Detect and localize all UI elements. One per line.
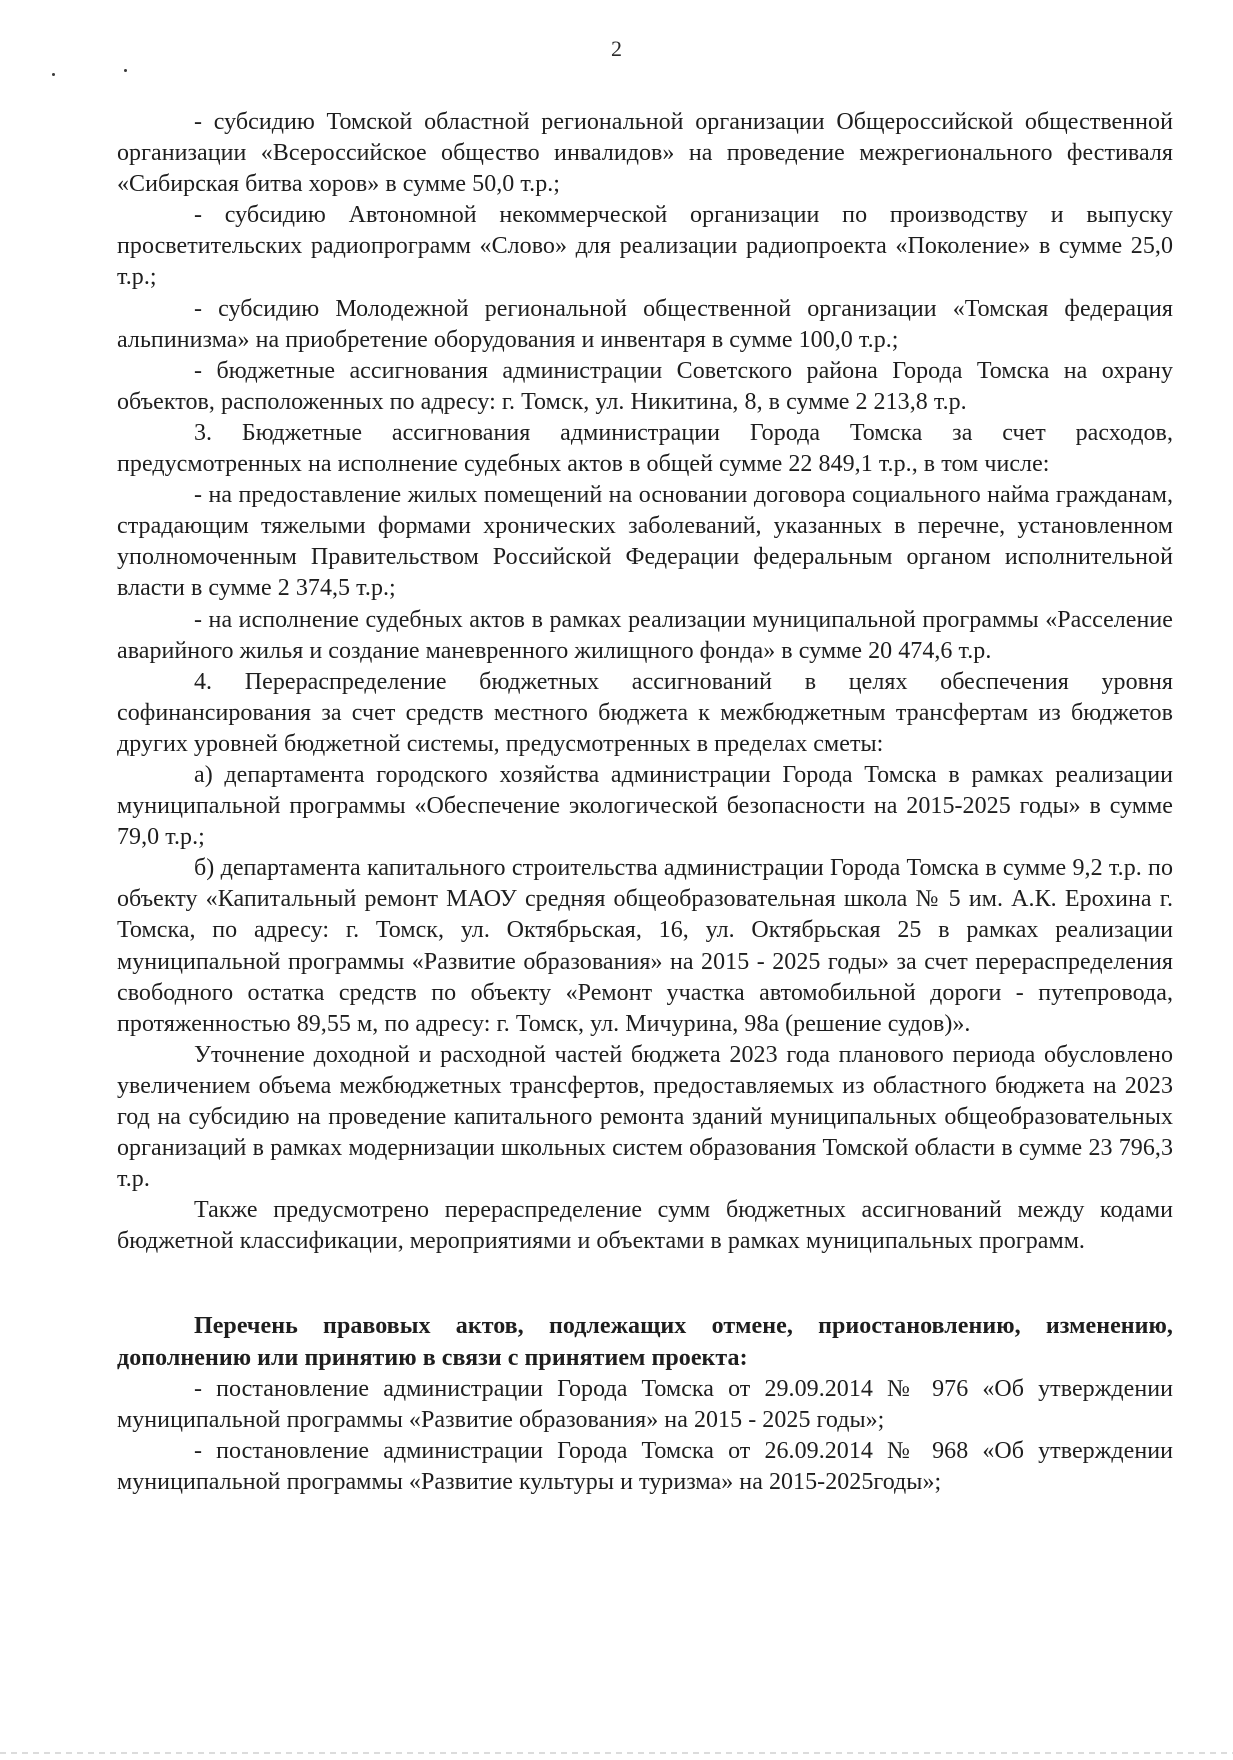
section-spacer <box>117 1257 1173 1311</box>
act-item: - постановление администрации Города Томска от 26.09.2014 № 968 «Об утверждении муниципальной программы «Развитие культуры и туризма» на 2015-2025годы»; <box>117 1437 1173 1495</box>
scan-edge-artifact <box>0 1752 1233 1754</box>
section-heading: Перечень правовых актов, подлежащих отмене, приостановлению, изменению, дополнению или принятию в связи с принятием проекта: <box>117 1313 1173 1371</box>
act-item: - постановление администрации Города Томска от 29.09.2014 № 976 «Об утверждении муниципальной программы «Развитие образования» на 2015 - 2025 годы»; <box>117 1375 1173 1433</box>
paragraph-subsidy-alpinism: - субсидию Молодежной региональной общественной организации «Томская федерация альпинизма» на приобретение оборудования и инвентаря в сумме 100,0 т.р.; <box>117 295 1173 353</box>
page-number: 2 <box>611 36 622 61</box>
paragraph-item-3: 3. Бюджетные ассигнования администрации Города Томска за счет расходов, предусмотренных на исполнение судебных актов в общей сумме 22 849,1 т.р., в том числе: <box>117 419 1173 478</box>
paragraph-subsidy-slovo: - субсидию Автономной некоммерческой организации по производству и выпуску просветительских радиопрограмм «Слово» для реализации радиопроекта «Поколение» в сумме 25,0 т.р.; <box>117 202 1173 291</box>
scan-artifact-dot <box>52 73 55 76</box>
paragraph-item-4a: а) департамента городского хозяйства администрации Города Томска в рамках реализации муниципальной программы «Обеспечение экологической безопасности на 2015-2025 годы» в сумме 79,0 т.р.; <box>117 761 1173 851</box>
scan-artifact-dot <box>124 69 127 72</box>
paragraph-sovetsky-district: - бюджетные ассигнования администрации Советского района Города Томска на охрану объектов, расположенных по адресу: г. Томск, ул. Никитина, 8, в сумме 2 213,8 т.р. <box>117 357 1173 415</box>
paragraph-item-4: 4. Перераспределение бюджетных ассигнований в целях обеспечения уровня софинансирования за счет средств местного бюджета к межбюджетным трансфертам из бюджетов других уровней бюджетной системы, предусмотренных в пределах сметы: <box>117 668 1173 757</box>
paragraph-court-acts: - на исполнение судебных актов в рамках реализации муниципальной программы «Расселение аварийного жилья и создание маневренного жилищного фонда» в сумме 20 474,6 т.р. <box>117 606 1173 664</box>
paragraph-housing-provision: - на предоставление жилых помещений на основании договора социального найма гражданам, страдающим тяжелыми формами хронических заболеваний, указанных в перечне, установленном уполномоченным Правительством Российской Федерации федеральным органом исполнительной власти в сумме 2 374,5 т.р.; <box>117 482 1173 602</box>
paragraph-budget-clarification: Уточнение доходной и расходной частей бюджета 2023 года планового периода обусловлено увеличением объема межбюджетных трансфертов, предоставляемых из областного бюджета на 2023 год на субсидию на проведение капитального ремонта зданий муниципальных общеобразовательных организаций в рамках модернизации школьных систем образования Томской области в сумме 23 796,3 т.р. <box>117 1041 1173 1193</box>
paragraph-redistribution: Также предусмотрено перераспределение сумм бюджетных ассигнований между кодами бюджетной классификации, мероприятиями и объектами в рамках муниципальных программ. <box>117 1197 1173 1255</box>
paragraph-item-4b: б) департамента капитального строительства администрации Города Томска в сумме 9,2 т.р. по объекту «Капитальный ремонт МАОУ средняя общеобразовательная школа № 5 им. А.К. Ерохина г. Томска, по адресу: г. Томск, ул. Октябрьская, 16, ул. Октябрьская 25 в рамках реализации муниципальной программы «Развитие образования» на 2015 - 2025 годы» за счет перераспределения свободного остатка средств по объекту «Ремонт участка автомобильной дороги - путепровода, протяженностью 89,55 м, по адресу: г. Томск, ул. Мичурина, 98а (решение судов)». <box>117 855 1173 1037</box>
document-body <box>117 107 1173 1498</box>
paragraph-subsidy-vos: - субсидию Томской областной региональной организации Общероссийской общественной организации «Всероссийское общество инвалидов» на проведение межрегионального фестиваля «Сибирская битва хоров» в сумме 50,0 т.р.; <box>117 109 1173 198</box>
